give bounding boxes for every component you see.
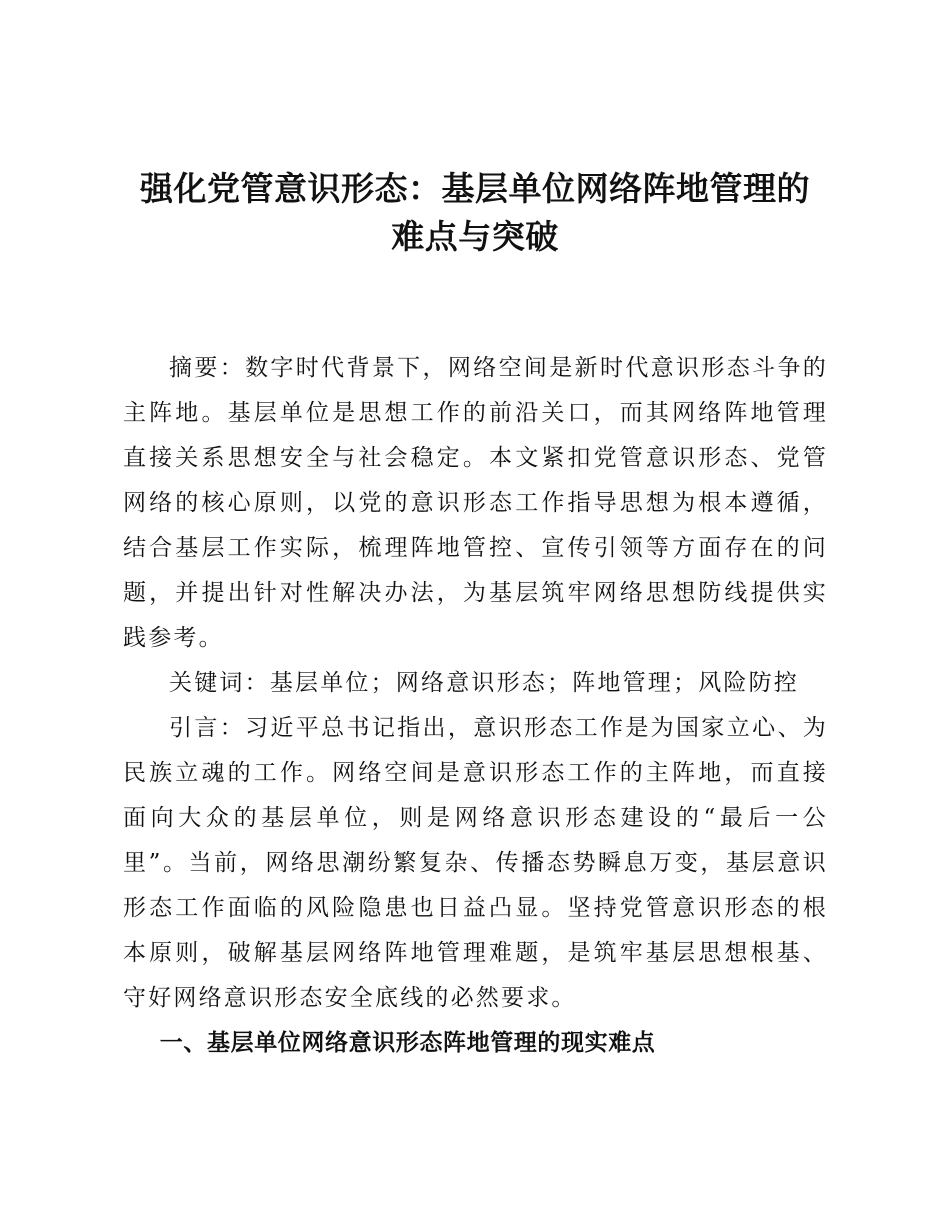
- intro-paragraph: [123, 706, 828, 1021]
- abstract-text: 数字时代背景下，网络空间是新时代意识形态斗争的主阵地。基层单位是思想工作的前沿关口，而其网络阵地管理直接关系思想安全与社会稳定。本文紧扣党管意识形态、党管网络的核心原则，以党的意识形态工作指导思想为根本遵循，结合基层工作实际，梳理阵地管控、宣传引领等方面存在的问题，并提出针对性解决办法，为基层筑牢网络思想防线提供实践参考。: [123, 355, 828, 651]
- keywords-label: 关键词：: [169, 670, 270, 696]
- intro-label: 引言：: [169, 715, 246, 741]
- abstract-paragraph: [123, 346, 828, 661]
- abstract-label: 摘要：: [169, 355, 246, 381]
- document-body: [123, 346, 828, 1066]
- title-line-2: 难点与突破: [391, 217, 559, 256]
- section-heading-1: 一、基层单位网络意识形态阵地管理的现实难点: [159, 1030, 656, 1056]
- document-title: [120, 165, 830, 261]
- title-line-1: 强化党管意识形态：基层单位网络阵地管理的: [140, 169, 810, 208]
- intro-text: 习近平总书记指出，意识形态工作是为国家立心、为民族立魂的工作。网络空间是意识形态工作的主阵地，而直接面向大众的基层单位，则是网络意识形态建设的“最后一公里”。当前，网络思潮纷繁复杂、传播态势瞬息万变，基层意识形态工作面临的风险隐患也日益凸显。坚持党管意识形态的根本原则，破解基层网络阵地管理难题，是筑牢基层思想根基、守好网络意识形态安全底线的必然要求。: [123, 715, 828, 1011]
- keywords-paragraph: [123, 661, 828, 706]
- keywords-text: 基层单位；网络意识形态；阵地管理；风险防控: [269, 670, 800, 696]
